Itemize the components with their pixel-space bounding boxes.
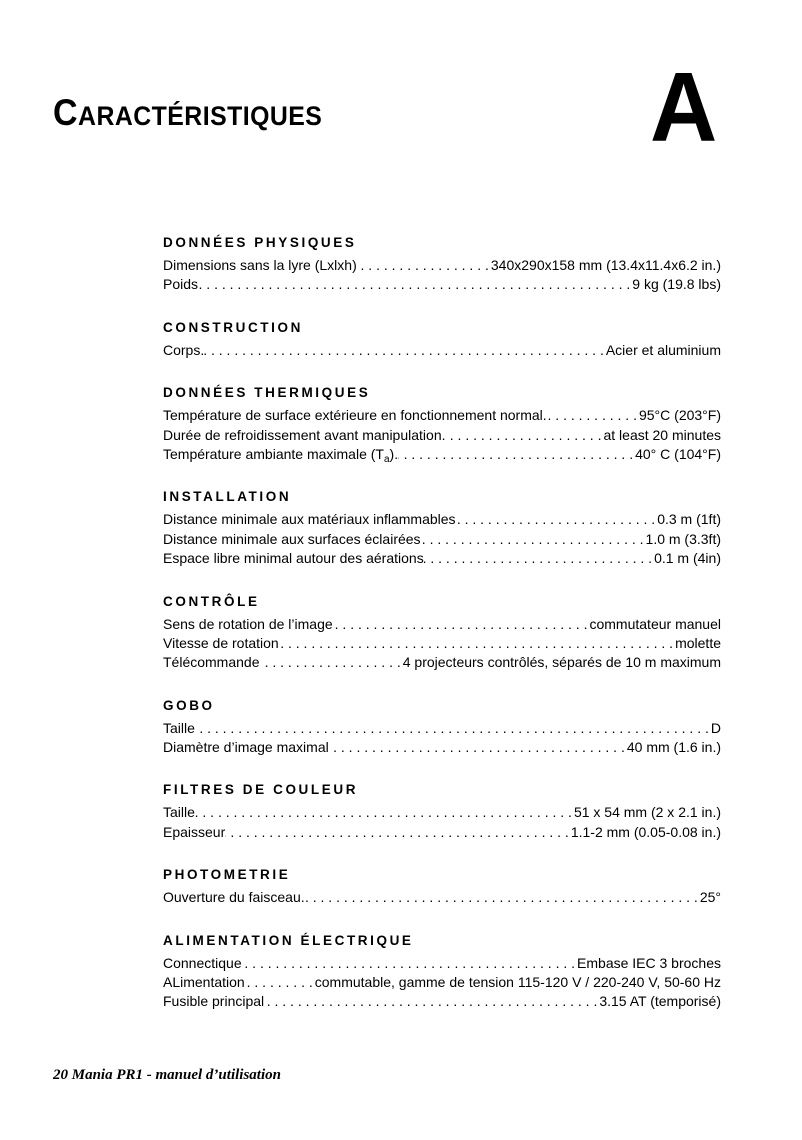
section-heading: INSTALLATION <box>163 489 292 505</box>
spec-label: Dimensions sans la lyre (Lxlxh) <box>163 257 357 273</box>
spec-label: Sens de rotation de l’image <box>163 615 333 632</box>
section-installation <box>163 488 721 568</box>
page-title-rest: ARACTÉRISTIQUES <box>78 101 323 131</box>
section-filtres-de-couleur <box>163 781 721 842</box>
dot-leader <box>398 445 635 464</box>
spec-row <box>163 738 721 757</box>
spec-label: Fusible principal <box>163 993 265 1010</box>
spec-label: Distance minimale aux matériaux inflammables <box>163 511 456 528</box>
dot-leader <box>245 973 315 992</box>
dot-leader <box>198 275 632 294</box>
spec-row <box>163 256 721 275</box>
spec-value: molette <box>675 634 721 651</box>
spec-label: Taille <box>163 804 195 821</box>
specifications-list <box>163 234 721 1036</box>
dot-leader <box>446 426 604 445</box>
spec-row <box>163 426 721 445</box>
section-alimentation-electrique <box>163 932 721 1012</box>
page-footer: 20 Mania PR1 - manuel d’utilisation <box>53 1067 281 1083</box>
spec-row <box>163 615 721 634</box>
spec-label: Durée de refroidissement avant manipulation. <box>163 426 446 443</box>
spec-label: Télécommande <box>163 654 260 671</box>
spec-row <box>163 823 721 842</box>
section-gobo <box>163 697 721 758</box>
dot-leader <box>329 738 627 757</box>
dot-leader <box>204 341 606 360</box>
spec-value: 25° <box>699 889 721 906</box>
dot-leader <box>357 256 491 275</box>
spec-value: 3.15 AT (temporisé) <box>599 993 721 1010</box>
section-heading: FILTRES DE COULEUR <box>163 782 359 798</box>
spec-value: 4 projecteurs contrôlés, séparés de 10 m maximum <box>402 654 721 671</box>
dot-leader <box>195 719 711 738</box>
spec-value: 40 mm (1.6 in.) <box>626 739 721 756</box>
spec-label: Espace libre minimal autour des aérations <box>163 550 424 567</box>
spec-row <box>163 719 721 738</box>
spec-row <box>163 510 721 529</box>
section-heading: PHOTOMETRIE <box>163 867 291 883</box>
spec-row <box>163 653 721 672</box>
dot-leader <box>456 510 658 529</box>
spec-row <box>163 888 721 907</box>
dot-leader <box>260 653 403 672</box>
dot-leader <box>305 888 700 907</box>
spec-label-after: ). <box>389 445 399 462</box>
spec-label: ALimentation <box>163 974 245 991</box>
spec-value: commutable, gamme de tension 115-120 V / 220-240 V, 50-60 Hz <box>314 974 721 991</box>
spec-value: 0.3 m (1ft) <box>657 511 721 528</box>
spec-row <box>163 954 721 973</box>
spec-label: Distance minimale aux surfaces éclairées <box>163 530 421 547</box>
dot-leader <box>264 992 599 1011</box>
spec-label: Vitesse de rotation <box>163 634 279 651</box>
section-heading: DONNÉES PHYSIQUES <box>163 235 357 250</box>
spec-value: 51 x 54 mm (2 x 2.1 in.) <box>573 804 721 821</box>
dot-leader <box>242 954 577 973</box>
dot-leader <box>333 615 590 634</box>
spec-label: Epaisseur <box>163 823 226 840</box>
page-title <box>53 94 322 131</box>
spec-row <box>163 530 721 549</box>
spec-row <box>163 803 721 822</box>
spec-label <box>163 445 398 464</box>
spec-row <box>163 445 721 464</box>
spec-row <box>163 275 721 294</box>
spec-label-main: Température ambiante maximale (T <box>163 445 384 462</box>
spec-label: Corps. <box>163 341 205 358</box>
spec-label: Diamètre d’image maximal <box>163 739 329 756</box>
spec-row <box>163 973 721 992</box>
spec-value: 95°C (203°F) <box>638 407 721 424</box>
spec-label: Connectique <box>163 954 242 971</box>
spec-row <box>163 992 721 1011</box>
section-donnees-physiques <box>163 234 721 295</box>
spec-value: 9 kg (19.8 lbs) <box>632 276 721 293</box>
spec-label: Température de surface extérieure en fonctionnement normal. <box>163 407 547 424</box>
spec-value: 340x290x158 mm (13.4x11.4x6.2 in.) <box>490 257 721 273</box>
dot-leader <box>547 406 639 425</box>
dot-leader <box>195 803 574 822</box>
section-heading: ALIMENTATION ÉLECTRIQUE <box>163 932 414 948</box>
spec-value: 1.1-2 mm (0.05-0.08 in.) <box>570 823 721 840</box>
spec-row <box>163 549 721 568</box>
spec-label: Poids <box>163 276 199 293</box>
spec-value: 40° C (104°F) <box>635 445 721 462</box>
spec-row <box>163 341 721 360</box>
spec-value: Acier et aluminium <box>605 341 721 358</box>
section-heading: GOBO <box>163 697 215 713</box>
spec-row <box>163 406 721 425</box>
dot-leader <box>225 823 571 842</box>
section-photometrie <box>163 866 721 907</box>
page-title-initial: C <box>53 92 79 133</box>
section-heading: CONSTRUCTION <box>163 319 303 335</box>
spec-label: Ouverture du faisceau. <box>163 889 305 906</box>
spec-value: 0.1 m (4in) <box>654 550 721 567</box>
spec-row <box>163 634 721 653</box>
spec-value: at least 20 minutes <box>603 426 721 443</box>
section-heading: DONNÉES THERMIQUES <box>163 385 371 401</box>
spec-label: Taille <box>163 719 195 736</box>
section-donnees-thermiques <box>163 384 721 464</box>
spec-value: Embase IEC 3 broches <box>577 954 721 971</box>
spec-label-subscript: a <box>383 453 390 465</box>
spec-value: commutateur manuel <box>589 615 721 632</box>
chapter-letter: A <box>650 52 718 162</box>
dot-leader <box>424 549 654 568</box>
section-controle <box>163 593 721 673</box>
dot-leader <box>279 634 675 653</box>
spec-value: 1.0 m (3.3ft) <box>645 530 721 547</box>
section-heading: CONTRÔLE <box>163 593 260 609</box>
dot-leader <box>421 530 646 549</box>
spec-value: D <box>710 719 721 736</box>
section-construction <box>163 319 721 360</box>
